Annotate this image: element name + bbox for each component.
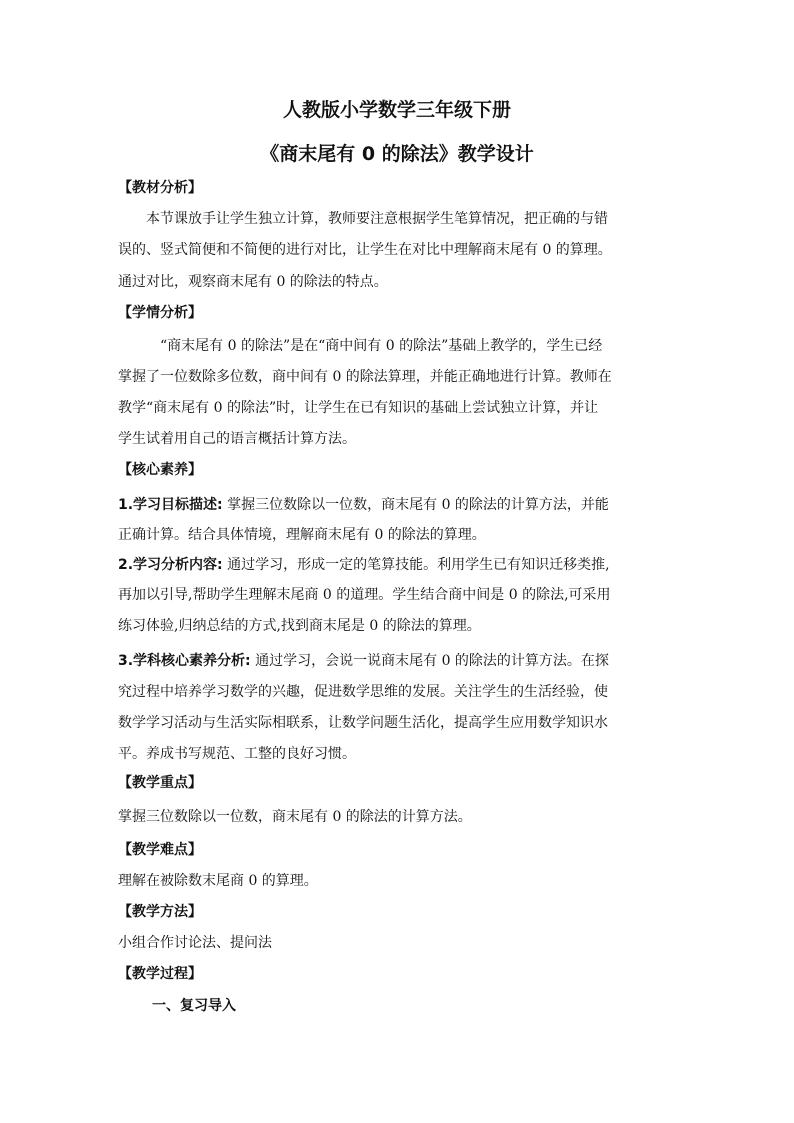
item-lead-label: 3.学科核心素养分析:	[118, 653, 251, 669]
paragraph-line: 正确计算。结合具体情境，理解商末尾有 0 的除法的算理。	[118, 527, 486, 543]
literacy-item-1	[118, 495, 609, 515]
document-title: 人教版小学数学三年级下册	[282, 99, 511, 121]
heading-student-analysis: 【学情分析】	[118, 305, 202, 321]
item-text: 通过学习，会说一说商末尾有 0 的除法的计算方法。在探	[250, 653, 609, 669]
item-lead-label: 2.学习分析内容:	[118, 557, 223, 573]
paragraph-line: 平。养成书写规范、工整的良好习惯。	[118, 746, 356, 762]
heading-textbook-analysis: 【教材分析】	[118, 180, 202, 196]
paragraph-line: 小组合作讨论法、提问法	[118, 935, 272, 951]
paragraph-line: 本节课放手让学生独立计算，教师要注意根据学生笔算情况，把正确的与错	[146, 211, 608, 227]
item-lead-label: 1.学习目标描述:	[118, 497, 223, 513]
paragraph-line: 数学学习活动与生活实际相联系，让数学问题生活化，提高学生应用数学知识水	[118, 715, 608, 731]
paragraph-line: 究过程中培养学习数学的兴趣，促进数学思维的发展。关注学生的生活经验，使	[118, 684, 608, 700]
process-step-heading: 一、复习导入	[152, 998, 236, 1014]
heading-method: 【教学方法】	[118, 904, 202, 920]
heading-difficulty: 【教学难点】	[118, 842, 202, 858]
paragraph-line: 教学“商末尾有 0 的除法”时，让学生在已有知识的基础上尝试独立计算，并让	[118, 400, 599, 416]
heading-core-literacy: 【核心素养】	[118, 462, 202, 478]
paragraph-line: 练习体验,归纳总结的方式,找到商末尾是 0 的除法的算理。	[118, 618, 481, 634]
paragraph-line: 掌握三位数除以一位数，商末尾有 0 的除法的计算方法。	[118, 809, 472, 825]
paragraph-line: 误的、竖式简便和不简便的进行对比，让学生在对比中理解商末尾有 0 的算理。	[118, 242, 612, 258]
paragraph-line: 理解在被除数末尾商 0 的算理。	[118, 873, 318, 889]
paragraph-line: 学生试着用自己的语言概括计算方法。	[118, 431, 356, 447]
item-text: 通过学习，形成一定的笔算技能。利用学生已有知识迁移类推,	[222, 557, 610, 573]
literacy-item-2	[118, 555, 610, 575]
document-subtitle: 《商末尾有 0 的除法》教学设计	[260, 143, 534, 165]
literacy-item-3	[118, 651, 609, 671]
paragraph-line: 再加以引导,帮助学生理解末尾商 0 的道理。学生结合商中间是 0 的除法,可采用	[118, 587, 611, 603]
paragraph-line: “商末尾有 0 的除法”是在“商中间有 0 的除法”基础上教学的，学生已经	[160, 338, 603, 354]
paragraph-line: 通过对比，观察商末尾有 0 的除法的特点。	[118, 274, 388, 290]
paragraph-line: 掌握了一位数除多位数，商中间有 0 的除法算理，并能正确地进行计算。教师在	[118, 369, 612, 385]
heading-key-point: 【教学重点】	[118, 775, 202, 791]
item-text: 掌握三位数除以一位数，商末尾有 0 的除法的计算方法，并能	[222, 497, 609, 513]
heading-process: 【教学过程】	[118, 966, 202, 982]
